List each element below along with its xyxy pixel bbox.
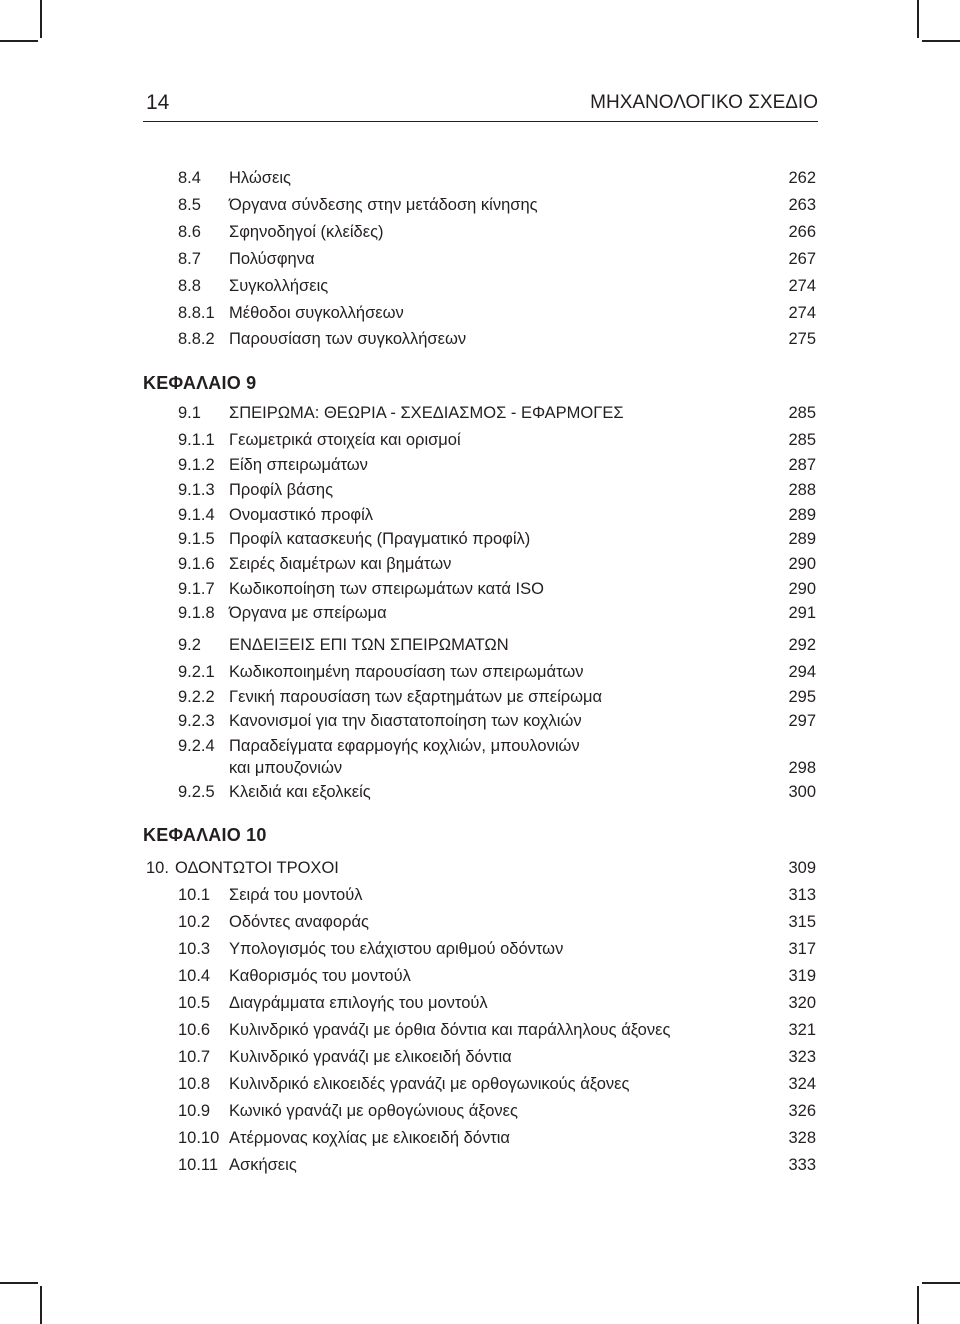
toc-entry xyxy=(178,632,816,658)
toc-entry-title: Μέθοδοι συγκολλήσεων xyxy=(229,304,404,322)
toc-entry-number: 9.1.1 xyxy=(178,431,215,449)
toc-entry-title: Κυλινδρικό γρανάζι με όρθια δόντια και παράλληλους άξονες xyxy=(229,1021,671,1039)
toc-entry-page: 294 xyxy=(788,663,816,681)
toc-entry-title: Σφηνοδηγοί (κλείδες) xyxy=(229,223,384,241)
toc-entry xyxy=(178,326,816,352)
toc-entry-page: 267 xyxy=(788,250,816,268)
toc-entry xyxy=(178,427,816,453)
toc-entry-page: 288 xyxy=(788,481,816,499)
toc-entry-title: Κωνικό γρανάζι με ορθογώνιους άξονες xyxy=(229,1102,518,1120)
toc-entry-title: Ηλώσεις xyxy=(229,169,291,187)
toc-entry-number: 8.5 xyxy=(178,196,201,214)
toc-entry-title: Όργανα με σπείρωμα xyxy=(229,604,387,622)
toc-entry-title: Κλειδιά και εξολκείς xyxy=(229,783,371,801)
toc-entry-title: Είδη σπειρωμάτων xyxy=(229,456,368,474)
toc-entry-title: Ατέρμονας κοχλίας με ελικοειδή δόντια xyxy=(229,1129,510,1147)
toc-entry-page: 328 xyxy=(788,1129,816,1147)
toc-entry-number: 9.1.2 xyxy=(178,456,215,474)
toc-entry-page: 315 xyxy=(788,913,816,931)
toc-entry-number: 10.3 xyxy=(178,940,211,958)
toc-entry-number: 9.1.5 xyxy=(178,530,215,548)
toc-entry-number: 9.1 xyxy=(178,404,201,422)
toc-entry xyxy=(178,936,816,962)
toc-entry-number: 9.1.7 xyxy=(178,580,215,598)
toc-entry-number: 9.1.6 xyxy=(178,555,215,573)
toc-entry xyxy=(178,1152,816,1178)
crop-mark xyxy=(917,0,919,38)
toc-entry-title: Όργανα σύνδεσης στην μετάδοση κίνησης xyxy=(229,196,538,214)
toc-entry xyxy=(178,400,816,426)
toc-entry-page: 274 xyxy=(788,277,816,295)
toc-entry-number: 10.6 xyxy=(178,1021,211,1039)
toc-entry-title: Συγκολλήσεις xyxy=(229,277,329,295)
toc-entry-page: 289 xyxy=(788,530,816,548)
toc-entry-page: 309 xyxy=(788,859,816,877)
crop-mark xyxy=(922,40,960,42)
toc-entry xyxy=(178,1098,816,1124)
toc-entry-page: 287 xyxy=(788,456,816,474)
toc-entry-page: 317 xyxy=(788,940,816,958)
toc-entry-page: 262 xyxy=(788,169,816,187)
toc-entry-page: 289 xyxy=(788,506,816,524)
toc-entry xyxy=(178,1044,816,1070)
header-rule xyxy=(143,121,818,122)
toc-entry-number: 10.5 xyxy=(178,994,211,1012)
toc-entry-number: 10. xyxy=(146,859,169,877)
toc-entry xyxy=(178,452,816,478)
toc-entry-page: 300 xyxy=(788,783,816,801)
toc-entry-number: 8.8 xyxy=(178,277,201,295)
toc-entry-number: 10.4 xyxy=(178,967,211,985)
toc-entry-title: ΟΔΟΝΤΩΤΟΙ ΤΡΟΧΟΙ xyxy=(175,859,339,877)
toc-entry-title: Διαγράμματα επιλογής του μοντούλ xyxy=(229,994,488,1012)
toc-entry-page: 326 xyxy=(788,1102,816,1120)
toc-entry-page: 320 xyxy=(788,994,816,1012)
toc-entry-title: ΣΠΕΙΡΩΜΑ: ΘΕΩΡΙΑ - ΣΧΕΔΙΑΣΜΟΣ - ΕΦΑΡΜΟΓΕΣ xyxy=(229,404,624,422)
toc-entry-title: Σειρές διαμέτρων και βημάτων xyxy=(229,555,452,573)
toc-entry-number: 9.1.8 xyxy=(178,604,215,622)
toc-entry xyxy=(178,1017,816,1043)
toc-entry-title: Υπολογισμός του ελάχιστου αριθμού οδόντων xyxy=(229,940,564,958)
toc-entry-page: 324 xyxy=(788,1075,816,1093)
toc-entry-page: 274 xyxy=(788,304,816,322)
crop-mark xyxy=(40,1286,42,1324)
toc-entry-title: Γεωμετρικά στοιχεία και ορισμοί xyxy=(229,431,461,449)
toc-entry-number: 10.11 xyxy=(178,1156,219,1174)
toc-entry xyxy=(178,165,816,191)
crop-mark xyxy=(40,0,42,38)
toc-entry-title: Κωδικοποίηση των σπειρωμάτων κατά ISO xyxy=(229,580,544,598)
toc-entry-title: Προφίλ κατασκευής (Πραγματικό προφίλ) xyxy=(229,530,531,548)
toc-entry-number: 9.2 xyxy=(178,636,201,654)
toc-entry-title: Παραδείγματα εφαρμογής κοχλιών, μπουλονιών xyxy=(229,737,580,755)
toc-entry xyxy=(178,684,816,710)
toc-entry-number: 8.7 xyxy=(178,250,201,268)
toc-entry-number: 10.10 xyxy=(178,1129,220,1147)
toc-entry xyxy=(178,192,816,218)
toc-entry-title: Οδόντες αναφοράς xyxy=(229,913,369,931)
toc-entry-title: ΕΝΔΕΙΞΕΙΣ ΕΠΙ ΤΩΝ ΣΠΕΙΡΩΜΑΤΩΝ xyxy=(229,636,509,654)
toc-entry-title: Ασκήσεις xyxy=(229,1156,297,1174)
toc-entry xyxy=(178,990,816,1016)
toc-entry-title: και μπουζονιών xyxy=(229,759,343,777)
toc-entry xyxy=(178,551,816,577)
toc-entry-number: 9.2.2 xyxy=(178,688,215,706)
toc-entry-number: 8.8.2 xyxy=(178,330,215,348)
toc-entry xyxy=(178,502,816,528)
toc-entry-page: 285 xyxy=(788,404,816,422)
toc-entry-page: 313 xyxy=(788,886,816,904)
toc-entry-title: Κανονισμοί για την διαστατοποίηση των κοχλιών xyxy=(229,712,582,730)
toc-entry-number: 9.1.3 xyxy=(178,481,215,499)
toc-entry xyxy=(178,755,816,781)
toc-entry xyxy=(178,779,816,805)
toc-entry-number: 9.1.4 xyxy=(178,506,215,524)
toc-entry xyxy=(178,246,816,272)
toc-entry xyxy=(178,600,816,626)
toc-entry-number: 10.8 xyxy=(178,1075,211,1093)
running-title: ΜΗΧΑΝΟΛΟΓΙΚΟ ΣΧΕΔΙΟ xyxy=(590,92,818,113)
toc-entry-title: Κωδικοποιημένη παρουσίαση των σπειρωμάτων xyxy=(229,663,584,681)
toc-entry xyxy=(178,300,816,326)
toc-entry-page: 297 xyxy=(788,712,816,730)
toc-entry xyxy=(178,273,816,299)
toc-entry-number: 8.6 xyxy=(178,223,201,241)
toc-entry-title: Καθορισμός του μοντούλ xyxy=(229,967,411,985)
toc-entry-title: Ονομαστικό προφίλ xyxy=(229,506,374,524)
toc-entry-page: 290 xyxy=(788,555,816,573)
toc-entry-page: 321 xyxy=(788,1021,816,1039)
toc-entry xyxy=(146,855,816,881)
toc-entry-page: 290 xyxy=(788,580,816,598)
toc-entry xyxy=(178,909,816,935)
chapter-9-heading: ΚΕΦΑΛΑΙΟ 9 xyxy=(143,373,257,393)
toc-entry xyxy=(178,219,816,245)
toc-entry-page: 275 xyxy=(788,330,816,348)
toc-entry-page: 319 xyxy=(788,967,816,985)
toc-entry-title: Προφίλ βάσης xyxy=(229,481,334,499)
toc-entry-number: 9.2.4 xyxy=(178,737,215,755)
toc-entry-page: 333 xyxy=(788,1156,816,1174)
toc-entry-page: 292 xyxy=(788,636,816,654)
toc-entry-number: 10.7 xyxy=(178,1048,211,1066)
toc-entry-title: Κυλινδρικό γρανάζι με ελικοειδή δόντια xyxy=(229,1048,512,1066)
toc-entry-number: 9.2.1 xyxy=(178,663,215,681)
toc-entry-title: Σειρά του μοντούλ xyxy=(229,886,363,904)
toc-entry-number: 10.9 xyxy=(178,1102,211,1120)
toc-entry xyxy=(178,477,816,503)
toc-entry-number: 8.4 xyxy=(178,169,201,187)
toc-entry-number: 10.2 xyxy=(178,913,211,931)
toc-entry-number: 8.8.1 xyxy=(178,304,215,322)
toc-entry-page: 298 xyxy=(788,759,816,777)
toc-entry-page: 263 xyxy=(788,196,816,214)
toc-entry-number: 9.2.3 xyxy=(178,712,215,730)
toc-entry-number: 9.2.5 xyxy=(178,783,215,801)
toc-entry-page: 295 xyxy=(788,688,816,706)
toc-entry xyxy=(178,526,816,552)
crop-mark xyxy=(0,1282,38,1284)
page-number: 14 xyxy=(146,91,170,114)
crop-mark xyxy=(917,1286,919,1324)
toc-entry-title: Πολύσφηνα xyxy=(229,250,315,268)
toc-entry-page: 266 xyxy=(788,223,816,241)
toc-entry xyxy=(178,963,816,989)
toc-entry-title: Παρουσίαση των συγκολλήσεων xyxy=(229,330,467,348)
toc-entry-title: Γενική παρουσίαση των εξαρτημάτων με σπείρωμα xyxy=(229,688,603,706)
toc-entry-page: 285 xyxy=(788,431,816,449)
chapter-10-heading: ΚΕΦΑΛΑΙΟ 10 xyxy=(143,825,267,845)
toc-entry xyxy=(178,659,816,685)
crop-mark xyxy=(922,1282,960,1284)
toc-entry xyxy=(178,1125,816,1151)
toc-entry xyxy=(178,882,816,908)
toc-entry xyxy=(178,576,816,602)
toc-entry-number: 10.1 xyxy=(178,886,211,904)
crop-mark xyxy=(0,40,38,42)
toc-entry-page: 323 xyxy=(788,1048,816,1066)
toc-entry-page: 291 xyxy=(788,604,816,622)
toc-entry xyxy=(178,708,816,734)
toc-entry-title: Κυλινδρικό ελικοειδές γρανάζι με ορθογωνικούς άξονες xyxy=(229,1075,630,1093)
toc-entry xyxy=(178,1071,816,1097)
